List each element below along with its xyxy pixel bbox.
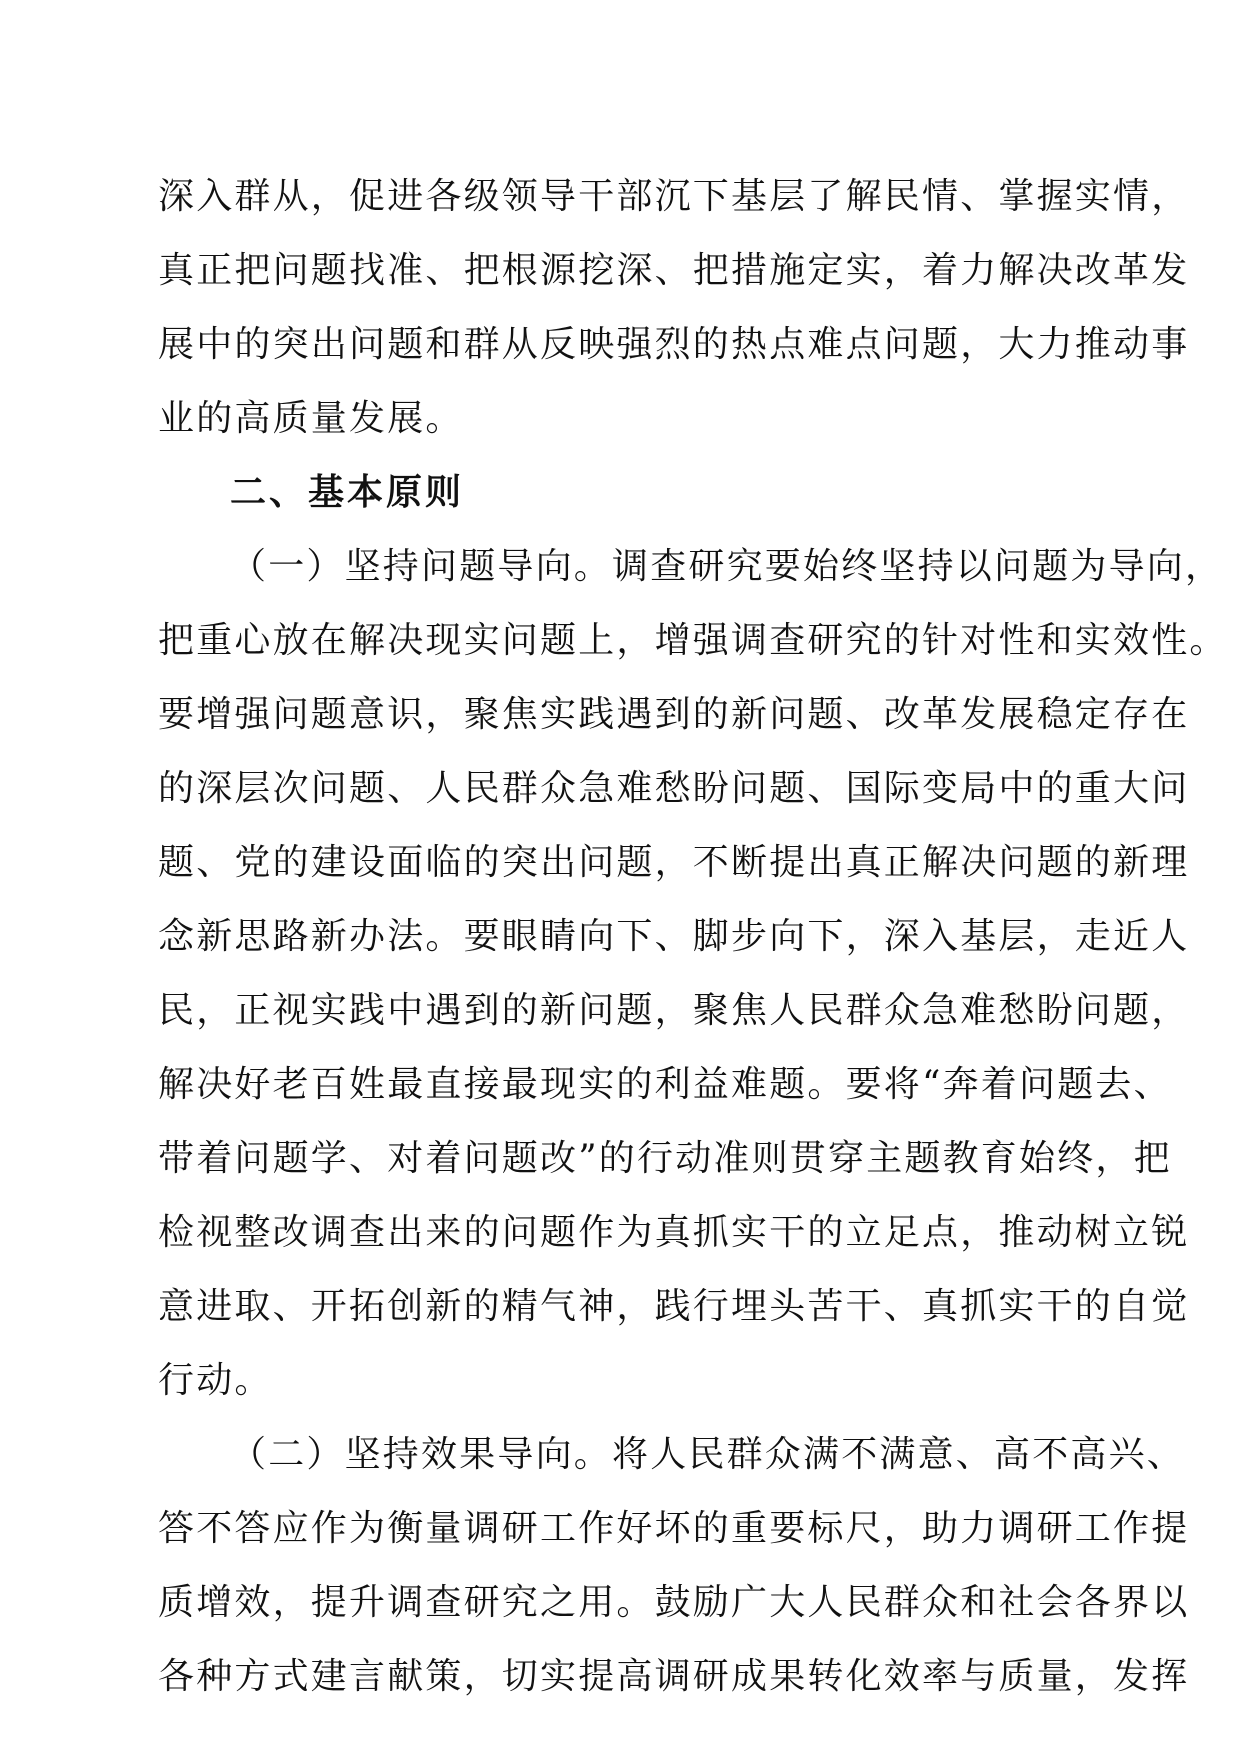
paragraph-line: 深入群从，促进各级领导干部沉下基层了解民情、掌握实情， [158,176,1190,217]
principle-one-line: 带着问题学、对着问题改”的行动准则贯穿主题教育始终，把 [158,1138,1172,1179]
principle-one-line: （一）坚持问题导向。调查研究要始终坚持以问题为导向， [230,546,1224,587]
principle-one-line: 把重心放在解决现实问题上，增强调查研究的针对性和实效性。 [158,620,1228,661]
principle-one-line: 解决好老百姓最直接最现实的利益难题。要将“奔着问题去、 [158,1064,1172,1105]
paragraph-line: 真正把问题找准、把根源挖深、把措施定实，着力解决改革发 [158,250,1190,291]
principle-two-line: 答不答应作为衡量调研工作好坏的重要标尺，助力调研工作提 [158,1508,1190,1549]
principle-one-line: 题、党的建设面临的突出问题，不断提出真正解决问题的新理 [158,842,1190,883]
principle-one-line: 念新思路新办法。要眼睛向下、脚步向下，深入基层，走近人 [158,916,1190,957]
principle-one-line: 行动。 [158,1360,273,1401]
principle-one-line: 的深层次问题、人民群众急难愁盼问题、国际变局中的重大问 [158,768,1190,809]
paragraph-line: 业的高质量发展。 [158,398,464,439]
principle-one-line: 意进取、开拓创新的精气神，践行埋头苦干、真抓实干的自觉 [158,1286,1190,1327]
principle-one-line: 要增强问题意识，聚焦实践遇到的新问题、改革发展稳定存在 [158,694,1190,735]
principle-one-line: 民，正视实践中遇到的新问题，聚焦人民群众急难愁盼问题， [158,990,1190,1031]
section-heading: 二、基本原则 [230,472,465,513]
principle-one-line: 检视整改调查出来的问题作为真抓实干的立足点，推动树立锐 [158,1212,1190,1253]
principle-two-line: （二）坚持效果导向。将人民群众满不满意、高不高兴、 [230,1434,1186,1475]
principle-two-line: 质增效，提升调查研究之用。鼓励广大人民群众和社会各界以 [158,1582,1190,1623]
paragraph-line: 展中的突出问题和群从反映强烈的热点难点问题，大力推动事 [158,324,1190,365]
principle-two-line: 各种方式建言献策，切实提高调研成果转化效率与质量，发挥 [158,1656,1190,1697]
